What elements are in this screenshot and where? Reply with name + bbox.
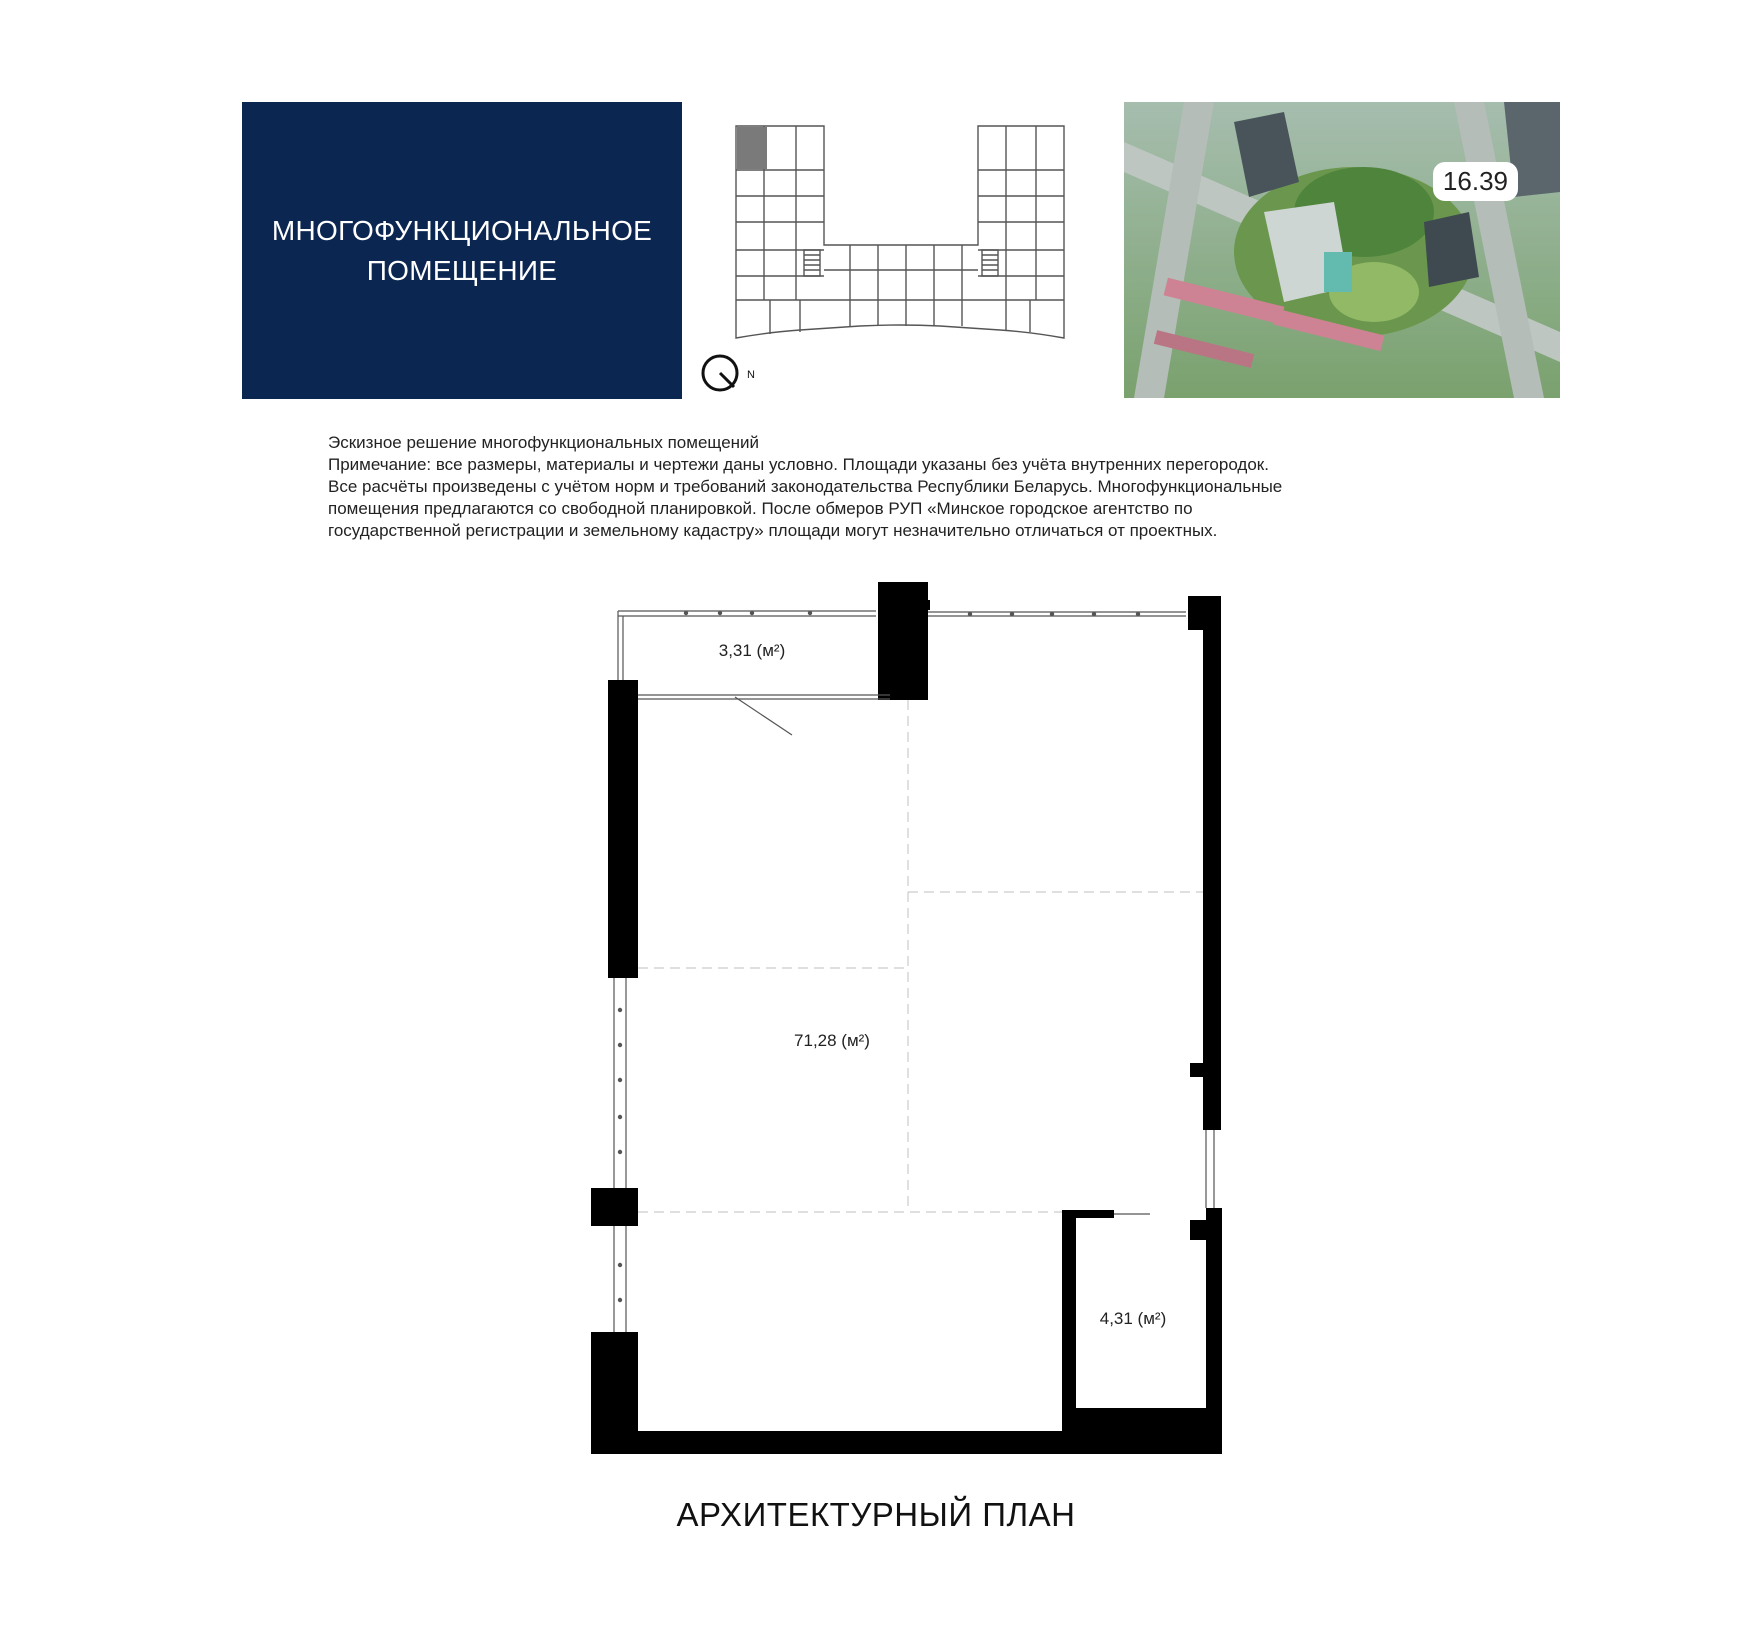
building-keyplan <box>700 100 1080 360</box>
zoning-lines <box>638 700 1203 1212</box>
plan-windows <box>614 611 1214 1332</box>
title-line-2: ПОМЕЩЕНИЕ <box>366 254 558 286</box>
aerial-view-image <box>1124 102 1560 398</box>
notes-line-5: государственной регистрации и земельному кадастру» площади могут незначительно отличаться от проектных. <box>328 521 1218 540</box>
plan-title: АРХИТЕКТУРНЫЙ ПЛАН <box>676 1496 1076 1533</box>
window-mullions <box>618 611 1140 1302</box>
notes-line-2: Примечание: все размеры, материалы и чертежи даны условно. Площади указаны без учёта внутренних перегородок. <box>328 455 1269 474</box>
highlighted-unit <box>737 127 767 169</box>
title-line-1: МНОГОФУНКЦИОНАЛЬНОЕ <box>271 214 653 246</box>
unit-number-badge: 16.39 <box>1433 162 1518 201</box>
balcony-area-label: 3,31 (м²) <box>718 641 786 660</box>
title-panel <box>242 102 682 399</box>
notes-line-3: Все расчёты произведены с учётом норм и требований законодательства Республики Беларусь. Многофункциональные <box>328 477 1283 496</box>
floor-plan <box>580 580 1240 1460</box>
notes-line-1: Эскизное решение многофункциональных помещений <box>328 433 760 452</box>
compass-north-label: N <box>747 369 755 381</box>
bathroom-area-label: 4,31 (м²) <box>1099 1309 1167 1328</box>
compass-icon <box>700 352 760 396</box>
notes-line-4: помещения предлагаются со свободной планировкой. После обмеров РУП «Минское городское агентство по <box>328 499 1193 518</box>
main-hall-area-label: 71,28 (м²) <box>794 1031 870 1050</box>
notes-block <box>328 432 1508 542</box>
